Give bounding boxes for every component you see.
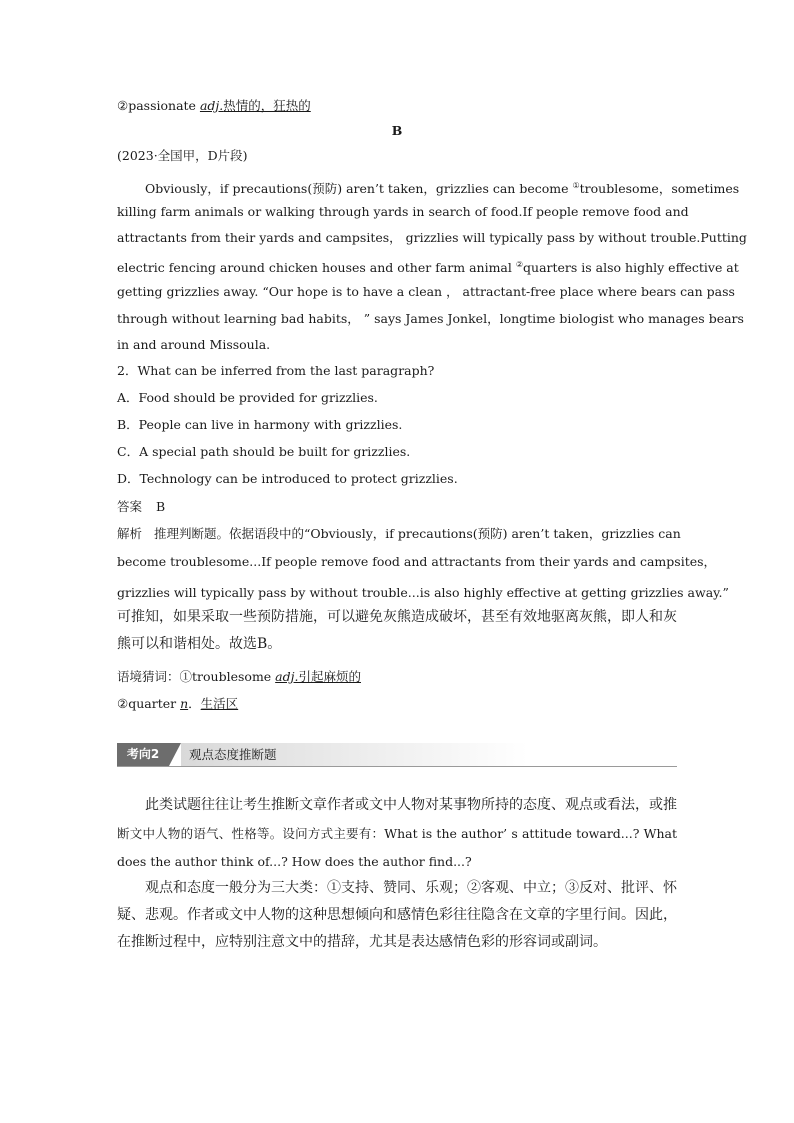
option-c: C．A special path should be built for grizzlies. bbox=[117, 444, 411, 459]
passage-line-1: Obviously，if precautions(预防) aren’t taken，grizzlies can become ①troublesome，sometimes bbox=[145, 181, 740, 196]
analysis-label: 解析 bbox=[117, 526, 143, 541]
passage-line-2: killing farm animals or walking through yards in search of food.If people remove food and bbox=[117, 204, 689, 219]
footnote-marker-2: ② bbox=[515, 260, 524, 269]
analysis-line-3: grizzlies will typically pass by without trouble...is also highly effective at getting grizzlies away.” bbox=[117, 585, 729, 600]
para2-line-2: 疑、悲观。作者或文中人物的这种思想倾向和感情色彩往往隐含在文章的字里行间。因此， bbox=[117, 907, 677, 923]
question-stem: 2．What can be inferred from the last paragraph? bbox=[117, 363, 435, 378]
para1-line-2: 断文中人物的语气、性格等。设问方式主要有：What is the author’ s attitude toward...? What bbox=[117, 826, 677, 841]
vocab-line-passionate bbox=[117, 97, 677, 115]
vocab-pos: adj. bbox=[199, 98, 224, 113]
answer-line bbox=[117, 498, 677, 516]
vocab-word: passionate bbox=[128, 98, 200, 113]
context-vocab-label: 语境猜词： bbox=[117, 669, 180, 684]
analysis-line-1: 解析 推理判断题。依据语段中的“Obviously，if precautions(预防) aren’t taken，grizzlies can bbox=[117, 526, 681, 541]
vocab-meaning: 热情的，狂热的 bbox=[223, 98, 311, 113]
analysis-line-5: 熊可以和谐相处。故选B。 bbox=[117, 636, 282, 652]
passage-line-5: getting grizzlies away. “Our hope is to have a clean ， attractant-free place where bears can pass bbox=[117, 284, 735, 299]
passage-line-4: electric fencing around chicken houses and other farm animal ②quarters is also highly effective at bbox=[117, 260, 739, 275]
para1-line-1: 此类试题往往让考生推断文章作者或文中人物对某事物所持的态度、观点或看法，或推 bbox=[145, 797, 677, 813]
section-header bbox=[117, 743, 677, 767]
option-b: B．People can live in harmony with grizzlies. bbox=[117, 417, 403, 432]
option-d: D．Technology can be introduced to protect grizzlies. bbox=[117, 471, 458, 486]
para2-line-1: 观点和态度一般分为三大类：①支持、赞同、乐观；②客观、中立；③反对、批评、怀 bbox=[145, 880, 677, 896]
passage-line-6: through without learning bad habits， ” says James Jonkel，longtime biologist who manages bears bbox=[117, 311, 744, 326]
passage-source: (2023·全国甲，D片段) bbox=[117, 148, 248, 163]
answer-value: B bbox=[156, 499, 166, 514]
analysis-line-2: become troublesome...If people remove food and attractants from their yards and campsites， bbox=[117, 554, 717, 569]
vocab-number: ② bbox=[117, 98, 129, 113]
context-vocab-line-1: 语境猜词：①troublesome adj.引起麻烦的 bbox=[117, 669, 361, 684]
section-title: 观点态度推断题 bbox=[189, 747, 277, 762]
para1-line-3: does the author think of...? How does the author find...? bbox=[117, 854, 472, 869]
section-tag-notch bbox=[169, 743, 181, 766]
para2-line-3: 在推断过程中，应特别注意文中的措辞，尤其是表达感情色彩的形容词或副词。 bbox=[117, 934, 607, 950]
passage-line-7: in and around Missoula. bbox=[117, 337, 271, 352]
footnote-marker-1: ① bbox=[572, 181, 580, 190]
passage-label: B bbox=[391, 123, 403, 138]
analysis-line-4: 可推知，如果采取一些预防措施，可以避免灰熊造成破坏，甚至有效地驱离灰熊，即人和灰 bbox=[117, 609, 677, 625]
vocab-gloss bbox=[200, 98, 311, 113]
answer-label: 答案 bbox=[117, 499, 143, 514]
section-tag: 考向2 bbox=[117, 743, 169, 766]
context-vocab-line-2: ②quarter n．生活区 bbox=[117, 696, 239, 711]
option-a: A．Food should be provided for grizzlies. bbox=[117, 390, 378, 405]
passage-line-3: attractants from their yards and campsites， grizzlies will typically pass by without trouble.Putting bbox=[117, 230, 747, 245]
